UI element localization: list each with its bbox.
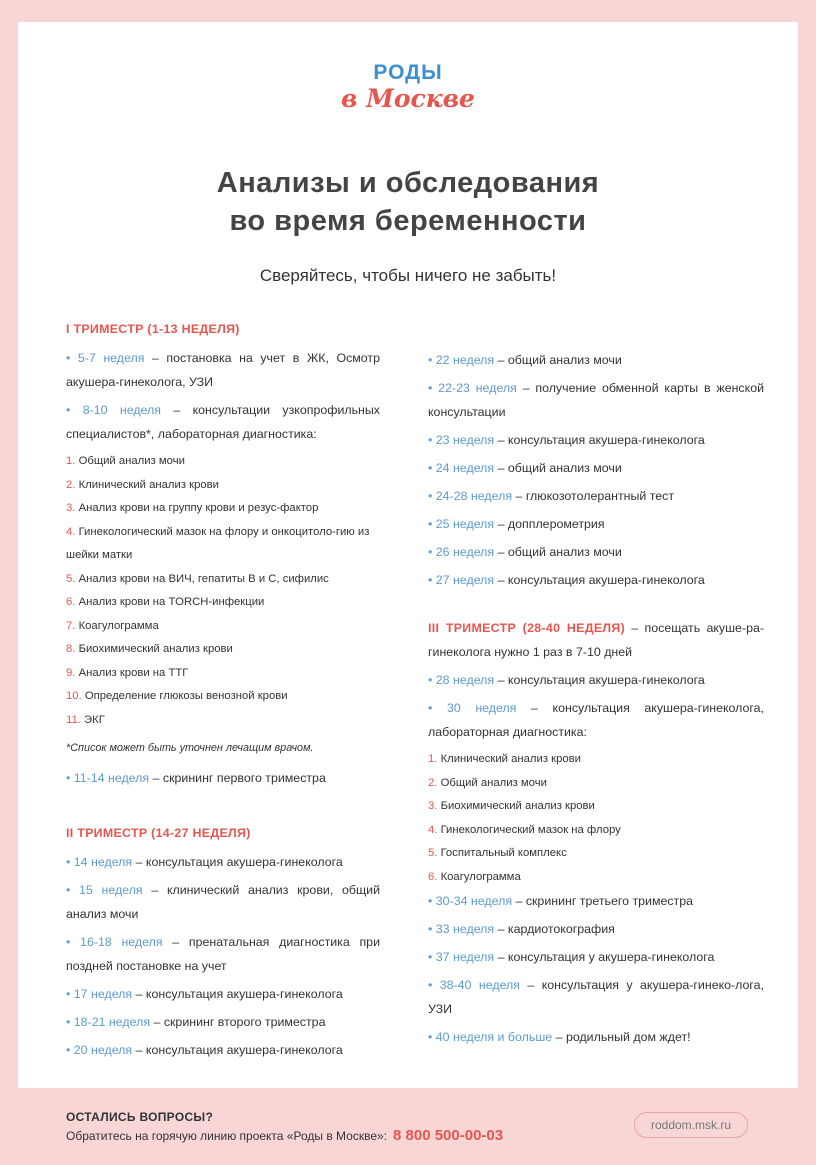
- numbered-item: [66, 638, 380, 662]
- week-label: 8-10 неделя: [82, 403, 161, 417]
- item-number: 9.: [66, 666, 76, 679]
- numbered-item: [66, 521, 380, 568]
- item-text: Определение глюкозы венозной крови: [84, 690, 288, 702]
- list-item: • 17 неделя – консультация акушера-гинеколога: [66, 987, 343, 1001]
- list-item: • 33 неделя – кардиотокография: [428, 922, 615, 936]
- item-number: 7.: [66, 619, 76, 632]
- right-column: [428, 348, 764, 1053]
- item-text: постановка на учет в ЖК, Осмотр акушера-гинеколога, УЗИ: [66, 351, 380, 389]
- item-number: 4.: [66, 525, 76, 538]
- item-text: консультация акушера-гинеколога: [145, 1043, 343, 1057]
- title-line-1: Анализы и обследования: [216, 167, 600, 199]
- list-item: • 11-14 неделя – скрининг первого триместра: [66, 771, 326, 785]
- week-label: 40 неделя и больше: [435, 1030, 553, 1044]
- item-number: 8.: [66, 643, 76, 655]
- week-label: 28 неделя: [435, 673, 495, 687]
- week-label: 24-28 неделя: [435, 489, 513, 503]
- footer-text: Обратитесь на горячую линию проекта «Роды в Москве»:: [66, 1129, 388, 1143]
- numbered-item: [66, 685, 380, 709]
- item-text: Анализ крови на группу крови и резус-фактор: [78, 502, 319, 514]
- week-label: 26 неделя: [435, 545, 495, 559]
- week-label: 30 неделя: [446, 701, 517, 715]
- list-item: • 28 неделя – консультация акушера-гинеколога: [428, 673, 705, 687]
- item-text: Клинический анализ крови: [440, 753, 581, 765]
- numbered-item: [66, 450, 380, 474]
- item-text: получение обменной карты в женской консультации: [428, 381, 765, 419]
- week-label: 23 неделя: [435, 433, 495, 447]
- numbered-item: [66, 568, 380, 592]
- list-item: • 18-21 неделя – скрининг второго триместра: [66, 1015, 326, 1029]
- list-item: • 5-7 неделя – постановка на учет в ЖК, Осмотр акушера-гинеколога, УЗИ: [66, 351, 380, 389]
- item-text: Общий анализ мочи: [78, 455, 185, 467]
- list-item: • 8-10 неделя – консультации узкопрофильных специалистов*, лабораторная диагностика:: [66, 403, 380, 441]
- week-label: 11-14 неделя: [73, 771, 150, 785]
- item-text: Клинический анализ крови: [78, 478, 219, 491]
- logo-bottom-text: в Москве: [341, 84, 475, 113]
- item-text: Биохимический анализ крови: [440, 800, 595, 812]
- list-item: • 37 неделя – консультация у акушера-гинеколога: [428, 950, 715, 964]
- item-text: общий анализ мочи: [507, 461, 622, 475]
- item-text: Анализ крови на TORCH-инфекции: [78, 596, 265, 608]
- week-label: 18-21 неделя: [73, 1015, 151, 1029]
- list-item: • 14 неделя – консультация акушера-гинеколога: [66, 855, 343, 869]
- item-text: консультация акушера-гинеколога: [507, 673, 705, 687]
- list-item: • 40 неделя и больше – родильный дом ждет!: [428, 1030, 691, 1044]
- item-number: 2.: [66, 478, 76, 491]
- footer-question: ОСТАЛИСЬ ВОПРОСЫ?: [66, 1110, 214, 1124]
- list-item: • 27 неделя – консультация акушера-гинеколога: [428, 573, 705, 587]
- item-text: глюкозотолерантный тест: [525, 489, 675, 503]
- item-text: консультация акушера-гинеколога: [145, 855, 343, 869]
- item-text: Коагулограмма: [78, 619, 159, 632]
- numbered-item: [428, 866, 764, 890]
- numbered-item: [66, 474, 380, 498]
- item-text: консультация акушера-гинеколога: [145, 987, 343, 1001]
- numbered-item: [66, 662, 380, 686]
- page-subtitle: Сверяйтесь, чтобы ничего не забыть!: [259, 266, 557, 285]
- numbered-item: [66, 497, 380, 521]
- item-text: скрининг второго триместра: [163, 1015, 326, 1029]
- note: *Список может быть уточнен лечащим врачом.: [66, 742, 314, 754]
- website-link[interactable]: roddom.msk.ru: [634, 1112, 748, 1138]
- week-label: 33 неделя: [435, 922, 495, 936]
- week-label: 22 неделя: [435, 353, 495, 367]
- footer: [66, 1108, 503, 1146]
- item-text: консультация акушера-гинеколога: [507, 433, 705, 447]
- item-text: клинический анализ крови, общий анализ мочи: [66, 883, 380, 921]
- item-number: 2.: [428, 776, 438, 789]
- trimester2-heading: II ТРИМЕСТР (14-27 НЕДЕЛЯ): [66, 826, 251, 840]
- item-text: Анализ крови на ТТГ: [78, 666, 189, 679]
- item-text: Анализ крови на ВИЧ, гепатиты В и С, сифилис: [78, 572, 329, 585]
- week-label: 30-34 неделя: [435, 894, 513, 908]
- item-number: 6.: [428, 870, 438, 883]
- trimester3-heading: III ТРИМЕСТР (28-40 НЕДЕЛЯ): [428, 621, 626, 635]
- week-label: 15 неделя: [79, 883, 143, 897]
- item-text: консультация у акушера-гинеко-лога, УЗИ: [428, 978, 765, 1016]
- week-label: 27 неделя: [435, 573, 495, 587]
- left-column: [66, 320, 380, 1066]
- item-text: консультация у акушера-гинеколога: [507, 950, 715, 964]
- item-text: консультация акушера-гинеколога, лабораторная диагностика:: [428, 701, 764, 739]
- page-title: [18, 164, 798, 240]
- logo-top-text: РОДЫ: [373, 61, 443, 84]
- item-text: Гинекологический мазок на флору: [440, 823, 621, 836]
- content-card: [18, 22, 798, 1088]
- numbered-item: [66, 709, 380, 733]
- item-number: 11.: [66, 713, 81, 726]
- numbered-item: [428, 795, 764, 819]
- item-text: скрининг первого триместра: [162, 771, 326, 785]
- trimester3-heading-rest: – посещать акуше-ра-гинеколога нужно 1 раз в 7-10 дней: [428, 621, 764, 659]
- trimester3-heading-row: [428, 616, 764, 664]
- list-item: • 15 неделя – клинический анализ крови, общий анализ мочи: [66, 883, 380, 921]
- list-item: • 20 неделя – консультация акушера-гинеколога: [66, 1043, 343, 1057]
- list-item: • 26 неделя – общий анализ мочи: [428, 545, 622, 559]
- list-item: • 24 неделя – общий анализ мочи: [428, 461, 622, 475]
- week-label: 25 неделя: [435, 517, 495, 531]
- item-text: Общий анализ мочи: [440, 776, 547, 789]
- hotline-phone[interactable]: 8 800 500-00-03: [393, 1127, 504, 1144]
- item-number: 3.: [428, 800, 438, 812]
- item-text: общий анализ мочи: [507, 353, 622, 367]
- list-item: • 16-18 неделя – пренатальная диагностика при поздней постановке на учет: [66, 935, 380, 973]
- numbered-item: [428, 772, 764, 796]
- item-text: Коагулограмма: [440, 870, 521, 883]
- item-text: допплерометрия: [507, 517, 605, 531]
- numbered-item: [428, 819, 764, 843]
- item-number: 1.: [66, 455, 76, 467]
- item-number: 5.: [66, 572, 76, 585]
- item-text: пренатальная диагностика при поздней постановке на учет: [66, 935, 380, 973]
- item-number: 3.: [66, 502, 76, 514]
- week-label: 16-18 неделя: [80, 935, 163, 949]
- item-text: консультации узкопрофильных специалистов*, лабораторная диагностика:: [66, 403, 380, 441]
- item-text: родильный дом ждет!: [565, 1030, 691, 1044]
- trimester1-heading: I ТРИМЕСТР (1-13 НЕДЕЛЯ): [66, 322, 240, 336]
- item-number: 1.: [428, 753, 438, 765]
- week-label: 38-40 неделя: [439, 978, 520, 992]
- item-text: консультация акушера-гинеколога: [507, 573, 705, 587]
- list-item: • 23 неделя – консультация акушера-гинеколога: [428, 433, 705, 447]
- logo: [18, 62, 798, 114]
- item-text: Биохимический анализ крови: [78, 643, 233, 655]
- list-item: • 30 неделя – консультация акушера-гинеколога, лабораторная диагностика:: [428, 701, 764, 739]
- week-label: 20 неделя: [73, 1043, 133, 1057]
- list-item: • 30-34 неделя – скрининг третьего триместра: [428, 894, 694, 908]
- item-text: ЭКГ: [84, 713, 105, 726]
- item-text: кардиотокография: [507, 922, 615, 936]
- week-label: 24 неделя: [435, 461, 495, 475]
- item-number: 4.: [428, 823, 438, 836]
- numbered-item: [66, 615, 380, 639]
- title-line-2: во время беременности: [229, 205, 587, 237]
- item-number: 10.: [66, 690, 82, 702]
- item-text: скрининг третьего триместра: [525, 894, 694, 908]
- week-label: 22-23 неделя: [438, 381, 517, 395]
- week-label: 37 неделя: [435, 950, 495, 964]
- week-label: 14 неделя: [73, 855, 133, 869]
- list-item: • 25 неделя – допплерометрия: [428, 517, 605, 531]
- week-label: 17 неделя: [73, 987, 133, 1001]
- numbered-item: [428, 842, 764, 866]
- item-number: 6.: [66, 596, 76, 608]
- item-text: Гинекологический мазок на флору и онкоцитоло-гию из шейки матки: [66, 525, 370, 561]
- list-item: • 22-23 неделя – получение обменной карты в женской консультации: [428, 381, 765, 419]
- numbered-item: [428, 748, 764, 772]
- list-item: • 38-40 неделя – консультация у акушера-гинеко-лога, УЗИ: [428, 978, 765, 1016]
- item-number: 5.: [428, 847, 438, 859]
- item-text: Госпитальный комплекс: [440, 847, 567, 859]
- week-label: 5-7 неделя: [77, 351, 145, 365]
- numbered-item: [66, 591, 380, 615]
- item-text: общий анализ мочи: [507, 545, 622, 559]
- list-item: • 24-28 неделя – глюкозотолерантный тест: [428, 489, 675, 503]
- list-item: • 22 неделя – общий анализ мочи: [428, 353, 622, 367]
